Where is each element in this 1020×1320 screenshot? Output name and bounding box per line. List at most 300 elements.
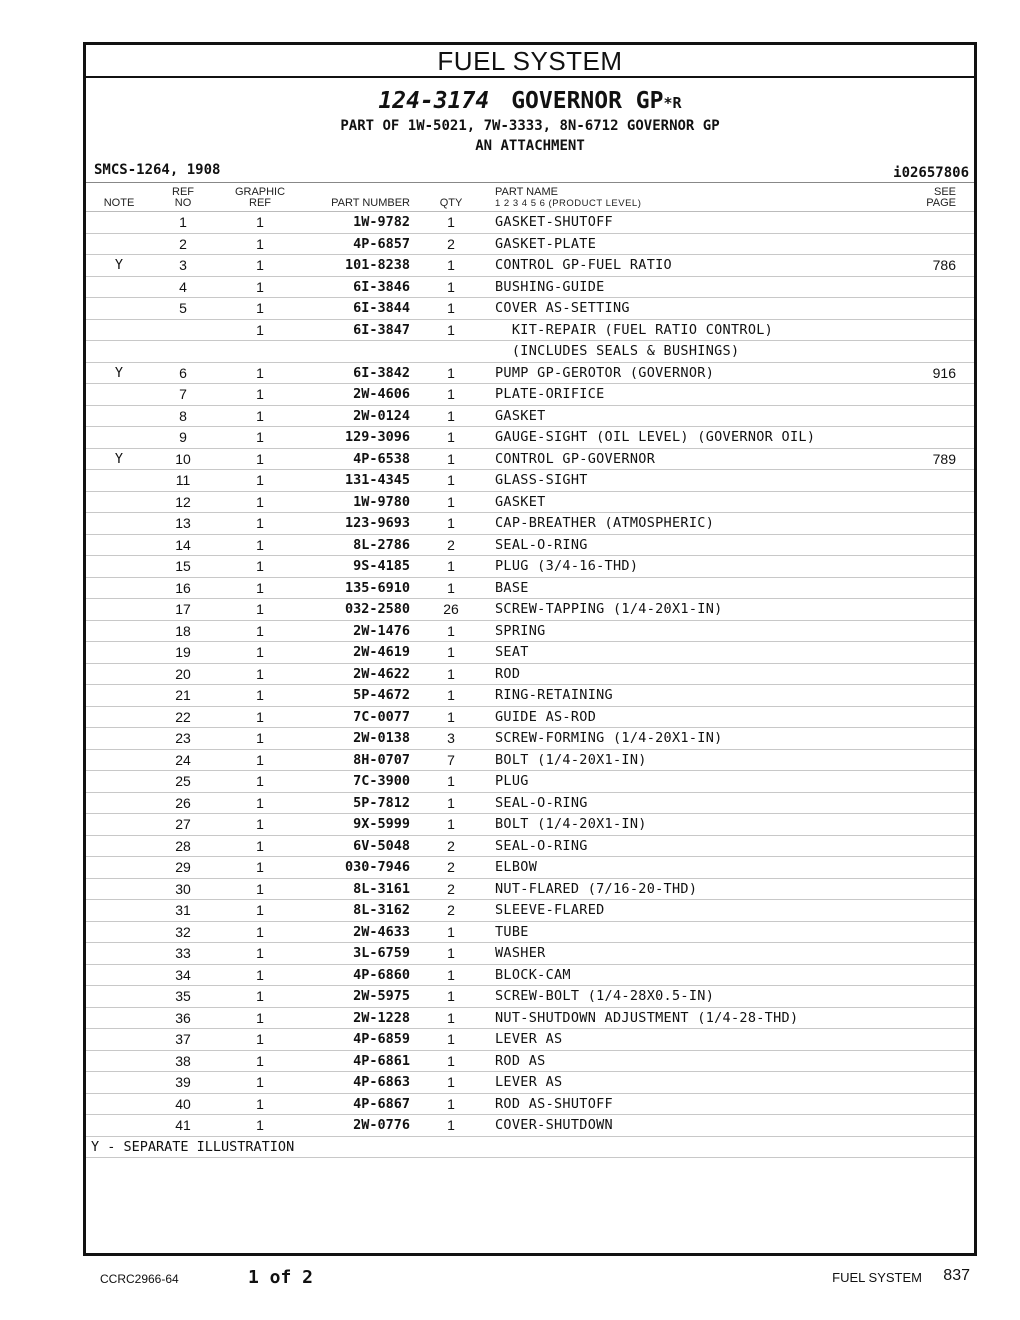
note-cell (86, 728, 152, 750)
part-number-cell: 135-6910 (306, 577, 416, 599)
see-page-cell (894, 986, 974, 1008)
group-name: GOVERNOR GP (511, 88, 664, 114)
table-row (86, 771, 974, 793)
note-cell (86, 556, 152, 578)
qty-cell: 2 (416, 534, 486, 556)
ref-no-cell: 31 (152, 900, 214, 922)
table-row (86, 706, 974, 728)
table-row (86, 1050, 974, 1072)
part-number-cell: 2W-1228 (306, 1007, 416, 1029)
ref-no-cell: 24 (152, 749, 214, 771)
graphic-ref-cell: 1 (214, 405, 306, 427)
group-number: 124-3174 (378, 88, 490, 114)
table-row (86, 255, 974, 277)
ref-no-cell: 25 (152, 771, 214, 793)
table-row (86, 298, 974, 320)
ref-no-cell: 10 (152, 448, 214, 470)
qty-cell: 1 (416, 771, 486, 793)
note-cell (86, 298, 152, 320)
qty-cell: 3 (416, 728, 486, 750)
qty-cell: 1 (416, 1029, 486, 1051)
table-row (86, 491, 974, 513)
part-number-cell: 2W-5975 (306, 986, 416, 1008)
part-number-cell: 6I-3842 (306, 362, 416, 384)
note-cell (86, 384, 152, 406)
part-number-cell: 2W-4619 (306, 642, 416, 664)
qty-cell: 2 (416, 233, 486, 255)
col-ref-no: REF NO (152, 183, 214, 212)
note-cell (86, 341, 152, 363)
see-page-cell (894, 771, 974, 793)
graphic-ref-cell: 1 (214, 1050, 306, 1072)
note-cell (86, 577, 152, 599)
part-number-cell: 6I-3846 (306, 276, 416, 298)
qty-cell: 1 (416, 212, 486, 234)
see-page-cell (894, 319, 974, 341)
doc-code: CCRC2966-64 (100, 1272, 179, 1286)
note-cell (86, 771, 152, 793)
note-cell (86, 1050, 152, 1072)
table-row (86, 534, 974, 556)
see-page-cell (894, 470, 974, 492)
graphic-ref-cell: 1 (214, 1115, 306, 1137)
see-page-cell (894, 1007, 974, 1029)
part-number-cell: 4P-6867 (306, 1093, 416, 1115)
graphic-ref-cell: 1 (214, 577, 306, 599)
note-cell (86, 427, 152, 449)
part-number-cell: 8L-3161 (306, 878, 416, 900)
see-page-cell (894, 405, 974, 427)
part-name-cell: PLUG (486, 771, 894, 793)
ref-no-cell: 17 (152, 599, 214, 621)
part-number-cell: 123-9693 (306, 513, 416, 535)
qty-cell: 1 (416, 685, 486, 707)
qty-cell: 1 (416, 1072, 486, 1094)
table-row (86, 728, 974, 750)
part-number-cell: 131-4345 (306, 470, 416, 492)
part-number-cell (306, 341, 416, 363)
part-number-cell: 6I-3844 (306, 298, 416, 320)
part-number-cell: 4P-6860 (306, 964, 416, 986)
graphic-ref-cell: 1 (214, 276, 306, 298)
part-name-cell: GAUGE-SIGHT (OIL LEVEL) (GOVERNOR OIL) (486, 427, 894, 449)
qty-cell: 1 (416, 921, 486, 943)
part-number-cell: 2W-0124 (306, 405, 416, 427)
part-number-cell: 9S-4185 (306, 556, 416, 578)
qty-cell: 1 (416, 1050, 486, 1072)
ref-no-cell: 3 (152, 255, 214, 277)
part-number-cell: 2W-4622 (306, 663, 416, 685)
qty-cell: 1 (416, 276, 486, 298)
parts-table-body (86, 212, 974, 1137)
see-page-cell (894, 298, 974, 320)
see-page-cell (894, 663, 974, 685)
smcs-row (86, 160, 974, 182)
part-name-cell: LEVER AS (486, 1072, 894, 1094)
qty-cell: 1 (416, 405, 486, 427)
part-number-cell: 2W-4606 (306, 384, 416, 406)
see-page-cell (894, 212, 974, 234)
part-name-cell: SCREW-FORMING (1/4-20X1-IN) (486, 728, 894, 750)
ref-no-cell: 27 (152, 814, 214, 836)
graphic-ref-cell: 1 (214, 685, 306, 707)
graphic-ref-cell: 1 (214, 534, 306, 556)
note-cell (86, 706, 152, 728)
part-number-cell: 9X-5999 (306, 814, 416, 836)
see-page-cell: 916 (894, 362, 974, 384)
qty-cell: 1 (416, 362, 486, 384)
note-cell (86, 835, 152, 857)
note-cell (86, 964, 152, 986)
see-page-cell (894, 577, 974, 599)
legend-row (86, 1136, 974, 1158)
graphic-ref-cell: 1 (214, 1007, 306, 1029)
qty-cell: 2 (416, 835, 486, 857)
graphic-ref-cell: 1 (214, 663, 306, 685)
part-name-cell: GASKET-PLATE (486, 233, 894, 255)
part-name-cell: GASKET (486, 405, 894, 427)
part-name-cell: SEAT (486, 642, 894, 664)
part-number-cell: 4P-6863 (306, 1072, 416, 1094)
note-cell (86, 470, 152, 492)
table-row (86, 900, 974, 922)
part-name-cell: ELBOW (486, 857, 894, 879)
section-title: FUEL SYSTEM (86, 45, 974, 78)
table-header-row (86, 183, 974, 212)
part-number-cell: 2W-1476 (306, 620, 416, 642)
table-row (86, 620, 974, 642)
part-name-cell: PLUG (3/4-16-THD) (486, 556, 894, 578)
table-row (86, 1072, 974, 1094)
table-row (86, 1093, 974, 1115)
see-page-cell (894, 857, 974, 879)
see-page-cell (894, 749, 974, 771)
part-name-cell: SCREW-BOLT (1/4-28X0.5-IN) (486, 986, 894, 1008)
part-name-cell: RING-RETAINING (486, 685, 894, 707)
ref-no-cell: 41 (152, 1115, 214, 1137)
page-number: 837 (943, 1267, 970, 1284)
part-number-cell: 129-3096 (306, 427, 416, 449)
ref-no-cell: 19 (152, 642, 214, 664)
graphic-ref-cell: 1 (214, 362, 306, 384)
graphic-ref-cell: 1 (214, 599, 306, 621)
table-row (86, 835, 974, 857)
part-name-cell: KIT-REPAIR (FUEL RATIO CONTROL) (486, 319, 894, 341)
note-cell (86, 319, 152, 341)
graphic-ref-cell: 1 (214, 319, 306, 341)
part-name-cell: NUT-SHUTDOWN ADJUSTMENT (1/4-28-THD) (486, 1007, 894, 1029)
qty-cell: 1 (416, 427, 486, 449)
graphic-ref-cell: 1 (214, 255, 306, 277)
qty-cell: 1 (416, 642, 486, 664)
part-name-cell: BOLT (1/4-20X1-IN) (486, 814, 894, 836)
part-number-cell: 8H-0707 (306, 749, 416, 771)
table-row (86, 792, 974, 814)
graphic-ref-cell: 1 (214, 921, 306, 943)
note-cell (86, 233, 152, 255)
part-name-cell: PUMP GP-GEROTOR (GOVERNOR) (486, 362, 894, 384)
part-name-cell: GLASS-SIGHT (486, 470, 894, 492)
note-cell (86, 620, 152, 642)
ref-no-cell: 8 (152, 405, 214, 427)
part-number-cell: 7C-3900 (306, 771, 416, 793)
part-name-cell: SCREW-TAPPING (1/4-20X1-IN) (486, 599, 894, 621)
part-name-cell: CONTROL GP-FUEL RATIO (486, 255, 894, 277)
part-number-cell: 1W-9782 (306, 212, 416, 234)
note-cell (86, 749, 152, 771)
part-name-cell: CONTROL GP-GOVERNOR (486, 448, 894, 470)
col-qty: QTY (416, 183, 486, 212)
part-name-cell: GUIDE AS-ROD (486, 706, 894, 728)
col-part-name: PART NAME 1 2 3 4 5 6 (PRODUCT LEVEL) (486, 183, 894, 212)
table-row (86, 1115, 974, 1137)
col-part-number: PART NUMBER (306, 183, 416, 212)
ref-no-cell: 5 (152, 298, 214, 320)
graphic-ref-cell: 1 (214, 792, 306, 814)
graphic-ref-cell: 1 (214, 642, 306, 664)
part-number-cell: 101-8238 (306, 255, 416, 277)
graphic-ref-cell: 1 (214, 620, 306, 642)
ref-no-cell: 16 (152, 577, 214, 599)
table-row (86, 749, 974, 771)
table-row (86, 642, 974, 664)
ref-no-cell: 39 (152, 1072, 214, 1094)
part-name-cell: BOLT (1/4-20X1-IN) (486, 749, 894, 771)
graphic-ref-cell: 1 (214, 878, 306, 900)
ref-no-cell: 28 (152, 835, 214, 857)
part-number-cell: 7C-0077 (306, 706, 416, 728)
part-name-cell: COVER-SHUTDOWN (486, 1115, 894, 1137)
note-cell (86, 1093, 152, 1115)
qty-cell: 2 (416, 878, 486, 900)
qty-cell: 1 (416, 298, 486, 320)
footer-section: FUEL SYSTEM (832, 1270, 922, 1285)
part-number-cell: 2W-0138 (306, 728, 416, 750)
qty-cell: 1 (416, 319, 486, 341)
part-number-cell: 3L-6759 (306, 943, 416, 965)
part-name-cell: GASKET-SHUTOFF (486, 212, 894, 234)
qty-cell: 1 (416, 964, 486, 986)
see-page-cell (894, 384, 974, 406)
part-number-cell: 030-7946 (306, 857, 416, 879)
ref-no-cell: 35 (152, 986, 214, 1008)
see-page-cell (894, 835, 974, 857)
graphic-ref-cell: 1 (214, 857, 306, 879)
part-name-cell: SPRING (486, 620, 894, 642)
part-name-cell: ROD AS-SHUTOFF (486, 1093, 894, 1115)
table-row (86, 964, 974, 986)
table-row (86, 1007, 974, 1029)
part-number-cell: 8L-3162 (306, 900, 416, 922)
table-row (86, 513, 974, 535)
ref-no-cell: 11 (152, 470, 214, 492)
part-name-cell: COVER AS-SETTING (486, 298, 894, 320)
graphic-ref-cell: 1 (214, 1072, 306, 1094)
see-page-cell (894, 1093, 974, 1115)
note-cell (86, 900, 152, 922)
ref-no-cell: 9 (152, 427, 214, 449)
graphic-ref-cell: 1 (214, 986, 306, 1008)
graphic-ref-cell: 1 (214, 384, 306, 406)
group-title (86, 78, 974, 118)
graphic-ref-cell: 1 (214, 749, 306, 771)
note-cell (86, 1072, 152, 1094)
ref-no-cell: 14 (152, 534, 214, 556)
see-page-cell (894, 814, 974, 836)
graphic-ref-cell: 1 (214, 470, 306, 492)
ref-no-cell: 7 (152, 384, 214, 406)
note-cell (86, 599, 152, 621)
part-name-cell: GASKET (486, 491, 894, 513)
part-name-cell: SLEEVE-FLARED (486, 900, 894, 922)
attachment-line: AN ATTACHMENT (475, 138, 585, 154)
table-row (86, 878, 974, 900)
qty-cell: 1 (416, 814, 486, 836)
note-cell (86, 986, 152, 1008)
part-number-cell: 2W-0776 (306, 1115, 416, 1137)
graphic-ref-cell: 1 (214, 728, 306, 750)
ref-no-cell: 36 (152, 1007, 214, 1029)
table-row (86, 599, 974, 621)
ref-no-cell: 13 (152, 513, 214, 535)
qty-cell: 1 (416, 1093, 486, 1115)
part-number-cell: 4P-6859 (306, 1029, 416, 1051)
note-cell (86, 814, 152, 836)
graphic-ref-cell: 1 (214, 1029, 306, 1051)
note-cell (86, 276, 152, 298)
see-page-cell (894, 427, 974, 449)
col-see-page: SEE PAGE (894, 183, 974, 212)
table-row (86, 405, 974, 427)
ref-no-cell: 33 (152, 943, 214, 965)
qty-cell: 1 (416, 556, 486, 578)
ref-no-cell: 20 (152, 663, 214, 685)
table-row (86, 276, 974, 298)
table-row (86, 233, 974, 255)
graphic-ref-cell: 1 (214, 212, 306, 234)
part-name-cell: SEAL-O-RING (486, 835, 894, 857)
qty-cell: 1 (416, 448, 486, 470)
ref-no-cell: 22 (152, 706, 214, 728)
note-cell (86, 663, 152, 685)
part-name-cell: TUBE (486, 921, 894, 943)
ref-no-cell: 30 (152, 878, 214, 900)
smcs-code: SMCS-1264, 1908 (94, 162, 221, 178)
note-cell (86, 642, 152, 664)
group-suffix: *R (663, 94, 682, 112)
note-cell (86, 792, 152, 814)
col-graphic-ref: GRAPHIC REF (214, 183, 306, 212)
note-cell (86, 943, 152, 965)
qty-cell: 1 (416, 1115, 486, 1137)
ref-no-cell: 32 (152, 921, 214, 943)
part-name-cell: SEAL-O-RING (486, 792, 894, 814)
note-cell (86, 1029, 152, 1051)
see-page-cell (894, 233, 974, 255)
legend-text: Y - SEPARATE ILLUSTRATION (86, 1136, 974, 1158)
table-row (86, 384, 974, 406)
table-row (86, 577, 974, 599)
qty-cell (416, 341, 486, 363)
graphic-ref-cell: 1 (214, 706, 306, 728)
graphic-ref-cell: 1 (214, 556, 306, 578)
part-name-cell: BLOCK-CAM (486, 964, 894, 986)
note-cell: Y (86, 448, 152, 470)
graphic-ref-cell: 1 (214, 1093, 306, 1115)
note-cell (86, 878, 152, 900)
group-heading (86, 78, 974, 160)
qty-cell: 26 (416, 599, 486, 621)
graphic-ref-cell: 1 (214, 900, 306, 922)
qty-cell: 1 (416, 986, 486, 1008)
parts-page-frame (83, 42, 977, 1256)
ref-no-cell: 34 (152, 964, 214, 986)
see-page-cell (894, 685, 974, 707)
part-number-cell: 1W-9780 (306, 491, 416, 513)
qty-cell: 1 (416, 491, 486, 513)
table-row (86, 341, 974, 363)
ref-no-cell: 1 (152, 212, 214, 234)
graphic-ref-cell: 1 (214, 835, 306, 857)
qty-cell: 1 (416, 470, 486, 492)
note-cell (86, 1115, 152, 1137)
note-cell (86, 212, 152, 234)
see-page-cell (894, 599, 974, 621)
note-cell (86, 491, 152, 513)
see-page-cell (894, 534, 974, 556)
part-name-cell: WASHER (486, 943, 894, 965)
table-row (86, 1029, 974, 1051)
table-row (86, 943, 974, 965)
see-page-cell (894, 964, 974, 986)
product-levels: 1 2 3 4 5 6 (PRODUCT LEVEL) (495, 198, 642, 209)
table-row (86, 470, 974, 492)
graphic-ref-cell: 1 (214, 427, 306, 449)
parts-table (86, 182, 974, 1158)
qty-cell: 2 (416, 900, 486, 922)
qty-cell: 1 (416, 792, 486, 814)
graphic-ref-cell (214, 341, 306, 363)
ref-no-cell: 21 (152, 685, 214, 707)
graphic-ref-cell: 1 (214, 513, 306, 535)
see-page-cell (894, 642, 974, 664)
see-page-cell (894, 1029, 974, 1051)
graphic-ref-cell: 1 (214, 448, 306, 470)
qty-cell: 2 (416, 857, 486, 879)
ref-no-cell: 26 (152, 792, 214, 814)
ref-no-cell (152, 319, 214, 341)
page-of: 1 of 2 (248, 1267, 314, 1288)
part-number-cell: 5P-7812 (306, 792, 416, 814)
graphic-ref-cell: 1 (214, 943, 306, 965)
ref-no-cell: 6 (152, 362, 214, 384)
see-page-cell (894, 792, 974, 814)
part-name-cell: PLATE-ORIFICE (486, 384, 894, 406)
graphic-ref-cell: 1 (214, 814, 306, 836)
ref-no-cell (152, 341, 214, 363)
graphic-ref-cell: 1 (214, 491, 306, 513)
ref-no-cell: 38 (152, 1050, 214, 1072)
part-name-cell: ROD AS (486, 1050, 894, 1072)
see-page-cell (894, 1115, 974, 1137)
see-page-cell (894, 1050, 974, 1072)
ref-no-cell: 29 (152, 857, 214, 879)
part-number-cell: 8L-2786 (306, 534, 416, 556)
part-of-line: PART OF 1W-5021, 7W-3333, 8N-6712 GOVERNOR GP (340, 118, 720, 134)
note-cell: Y (86, 362, 152, 384)
note-cell (86, 857, 152, 879)
qty-cell: 1 (416, 513, 486, 535)
